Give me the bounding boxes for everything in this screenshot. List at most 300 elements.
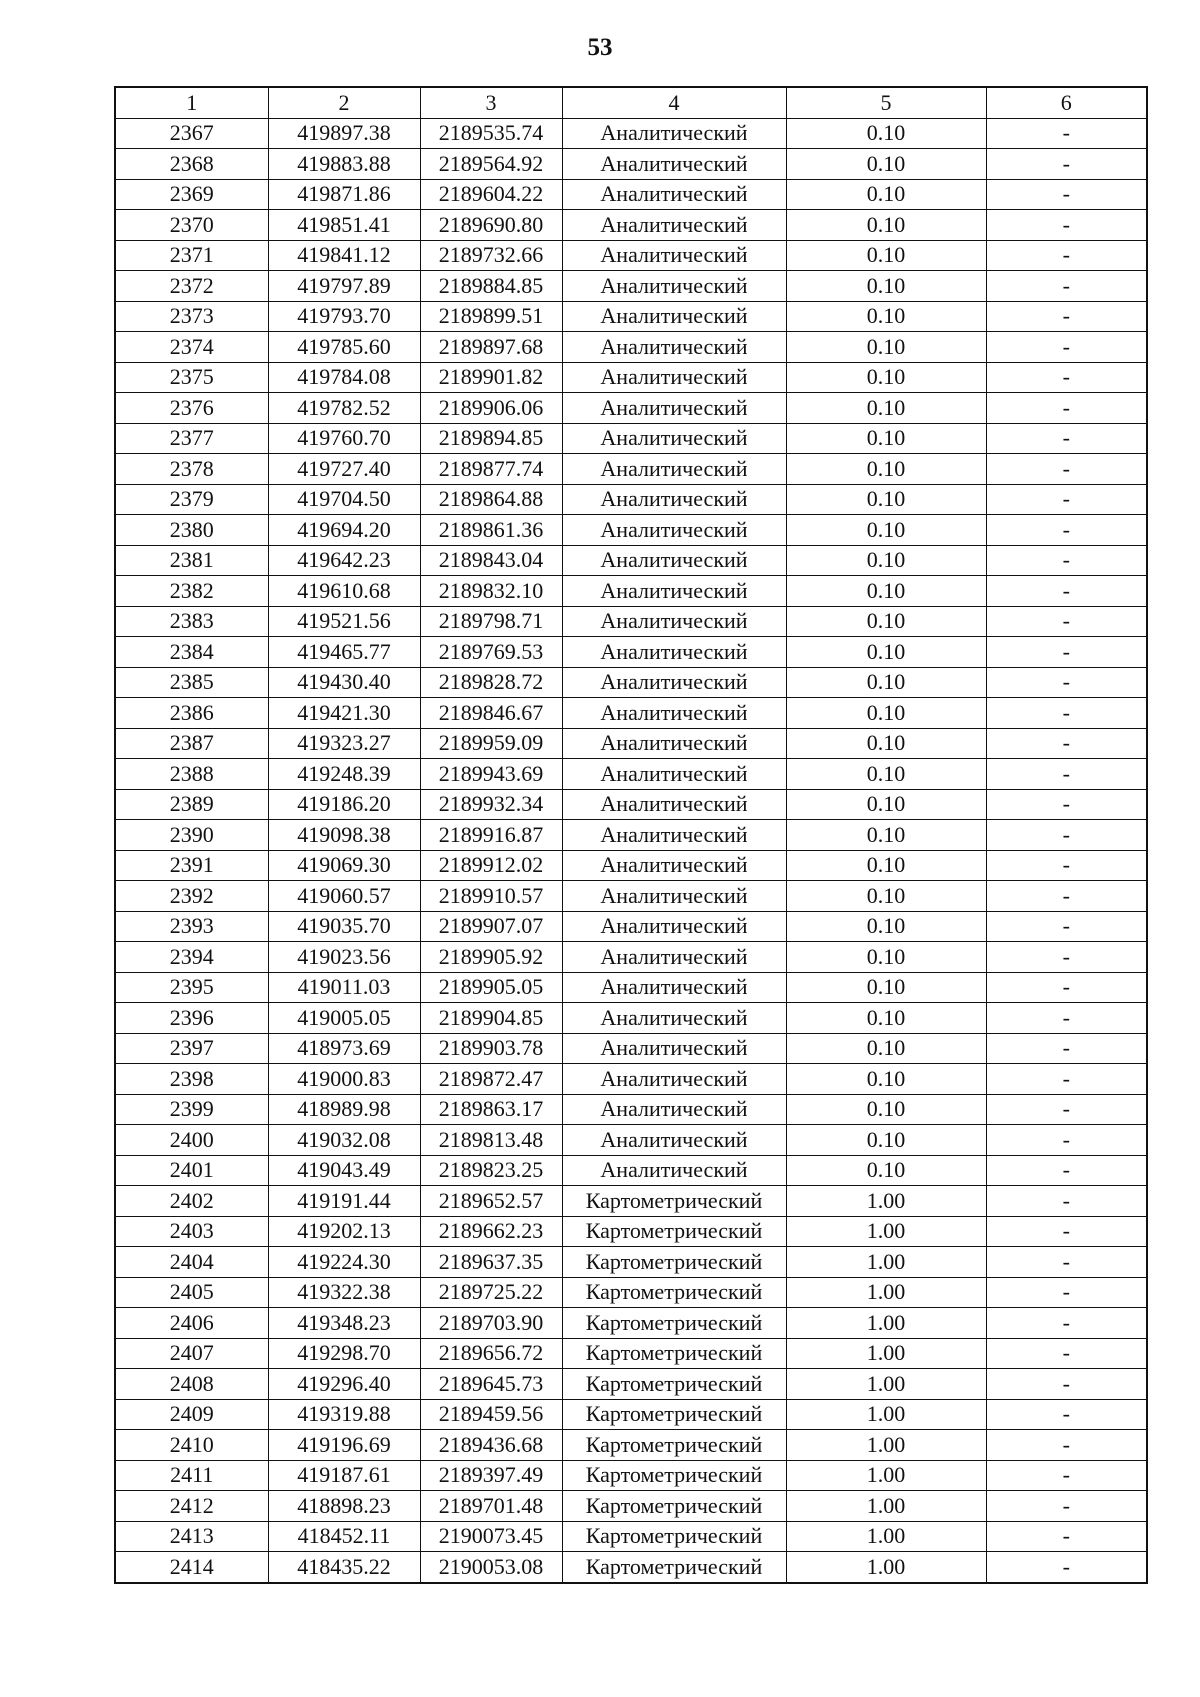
x-coordinate-cell: 419005.05 <box>268 1003 420 1034</box>
point-number-cell: 2406 <box>115 1308 268 1339</box>
note-cell: - <box>986 1552 1147 1583</box>
x-coordinate-cell: 419069.30 <box>268 850 420 881</box>
table-row <box>115 1277 1147 1308</box>
table-row <box>115 1247 1147 1278</box>
table-row <box>115 820 1147 851</box>
method-cell: Аналитический <box>562 850 786 881</box>
note-cell: - <box>986 1521 1147 1552</box>
column-header: 2 <box>268 87 420 118</box>
note-cell: - <box>986 1064 1147 1095</box>
note-cell: - <box>986 454 1147 485</box>
accuracy-cell: 0.10 <box>786 881 986 912</box>
table-row <box>115 667 1147 698</box>
table-row <box>115 149 1147 180</box>
point-number-cell: 2402 <box>115 1186 268 1217</box>
x-coordinate-cell: 419465.77 <box>268 637 420 668</box>
x-coordinate-cell: 419793.70 <box>268 301 420 332</box>
accuracy-cell: 0.10 <box>786 271 986 302</box>
x-coordinate-cell: 418973.69 <box>268 1033 420 1064</box>
method-cell: Аналитический <box>562 728 786 759</box>
y-coordinate-cell: 2189436.68 <box>420 1430 562 1461</box>
accuracy-cell: 0.10 <box>786 301 986 332</box>
point-number-cell: 2388 <box>115 759 268 790</box>
point-number-cell: 2391 <box>115 850 268 881</box>
accuracy-cell: 0.10 <box>786 1094 986 1125</box>
note-cell: - <box>986 1094 1147 1125</box>
x-coordinate-cell: 419784.08 <box>268 362 420 393</box>
y-coordinate-cell: 2189877.74 <box>420 454 562 485</box>
x-coordinate-cell: 419871.86 <box>268 179 420 210</box>
table-row <box>115 1460 1147 1491</box>
point-number-cell: 2414 <box>115 1552 268 1583</box>
x-coordinate-cell: 419797.89 <box>268 271 420 302</box>
accuracy-cell: 0.10 <box>786 332 986 363</box>
y-coordinate-cell: 2189932.34 <box>420 789 562 820</box>
x-coordinate-cell: 419035.70 <box>268 911 420 942</box>
method-cell: Аналитический <box>562 820 786 851</box>
table-row <box>115 1186 1147 1217</box>
y-coordinate-cell: 2190073.45 <box>420 1521 562 1552</box>
y-coordinate-cell: 2189903.78 <box>420 1033 562 1064</box>
table-row <box>115 606 1147 637</box>
method-cell: Аналитический <box>562 881 786 912</box>
x-coordinate-cell: 419060.57 <box>268 881 420 912</box>
point-number-cell: 2397 <box>115 1033 268 1064</box>
accuracy-cell: 1.00 <box>786 1277 986 1308</box>
point-number-cell: 2392 <box>115 881 268 912</box>
method-cell: Аналитический <box>562 606 786 637</box>
note-cell: - <box>986 362 1147 393</box>
y-coordinate-cell: 2189690.80 <box>420 210 562 241</box>
point-number-cell: 2381 <box>115 545 268 576</box>
note-cell: - <box>986 393 1147 424</box>
table-row <box>115 1216 1147 1247</box>
x-coordinate-cell: 419322.38 <box>268 1277 420 1308</box>
accuracy-cell: 0.10 <box>786 942 986 973</box>
point-number-cell: 2386 <box>115 698 268 729</box>
accuracy-cell: 0.10 <box>786 149 986 180</box>
x-coordinate-cell: 419323.27 <box>268 728 420 759</box>
y-coordinate-cell: 2189769.53 <box>420 637 562 668</box>
y-coordinate-cell: 2189459.56 <box>420 1399 562 1430</box>
y-coordinate-cell: 2189910.57 <box>420 881 562 912</box>
point-number-cell: 2374 <box>115 332 268 363</box>
point-number-cell: 2383 <box>115 606 268 637</box>
x-coordinate-cell: 419011.03 <box>268 972 420 1003</box>
x-coordinate-cell: 419521.56 <box>268 606 420 637</box>
x-coordinate-cell: 419296.40 <box>268 1369 420 1400</box>
table-row <box>115 911 1147 942</box>
point-number-cell: 2379 <box>115 484 268 515</box>
y-coordinate-cell: 2189959.09 <box>420 728 562 759</box>
x-coordinate-cell: 418989.98 <box>268 1094 420 1125</box>
accuracy-cell: 0.10 <box>786 484 986 515</box>
y-coordinate-cell: 2189907.07 <box>420 911 562 942</box>
table-row <box>115 515 1147 546</box>
table-row <box>115 1064 1147 1095</box>
method-cell: Картометрический <box>562 1552 786 1583</box>
accuracy-cell: 0.10 <box>786 728 986 759</box>
accuracy-cell: 0.10 <box>786 1033 986 1064</box>
x-coordinate-cell: 419319.88 <box>268 1399 420 1430</box>
point-number-cell: 2368 <box>115 149 268 180</box>
accuracy-cell: 1.00 <box>786 1430 986 1461</box>
note-cell: - <box>986 1003 1147 1034</box>
x-coordinate-cell: 419782.52 <box>268 393 420 424</box>
x-coordinate-cell: 418452.11 <box>268 1521 420 1552</box>
point-number-cell: 2403 <box>115 1216 268 1247</box>
y-coordinate-cell: 2189652.57 <box>420 1186 562 1217</box>
table-row <box>115 637 1147 668</box>
x-coordinate-cell: 419841.12 <box>268 240 420 271</box>
point-number-cell: 2410 <box>115 1430 268 1461</box>
table-row <box>115 1125 1147 1156</box>
note-cell: - <box>986 606 1147 637</box>
y-coordinate-cell: 2189798.71 <box>420 606 562 637</box>
x-coordinate-cell: 419897.38 <box>268 118 420 149</box>
point-number-cell: 2390 <box>115 820 268 851</box>
y-coordinate-cell: 2189535.74 <box>420 118 562 149</box>
note-cell: - <box>986 942 1147 973</box>
note-cell: - <box>986 118 1147 149</box>
accuracy-cell: 0.10 <box>786 667 986 698</box>
table-row <box>115 881 1147 912</box>
accuracy-cell: 1.00 <box>786 1308 986 1339</box>
table-row <box>115 240 1147 271</box>
method-cell: Аналитический <box>562 484 786 515</box>
point-number-cell: 2387 <box>115 728 268 759</box>
accuracy-cell: 1.00 <box>786 1216 986 1247</box>
point-number-cell: 2394 <box>115 942 268 973</box>
table-row <box>115 1155 1147 1186</box>
method-cell: Аналитический <box>562 423 786 454</box>
table-row <box>115 1338 1147 1369</box>
y-coordinate-cell: 2189943.69 <box>420 759 562 790</box>
note-cell: - <box>986 667 1147 698</box>
point-number-cell: 2401 <box>115 1155 268 1186</box>
method-cell: Картометрический <box>562 1430 786 1461</box>
note-cell: - <box>986 972 1147 1003</box>
x-coordinate-cell: 419202.13 <box>268 1216 420 1247</box>
accuracy-cell: 1.00 <box>786 1521 986 1552</box>
method-cell: Картометрический <box>562 1186 786 1217</box>
method-cell: Аналитический <box>562 332 786 363</box>
x-coordinate-cell: 419610.68 <box>268 576 420 607</box>
table-row <box>115 850 1147 881</box>
table-row <box>115 1521 1147 1552</box>
accuracy-cell: 0.10 <box>786 1155 986 1186</box>
note-cell: - <box>986 1308 1147 1339</box>
point-number-cell: 2370 <box>115 210 268 241</box>
y-coordinate-cell: 2189662.23 <box>420 1216 562 1247</box>
note-cell: - <box>986 881 1147 912</box>
accuracy-cell: 1.00 <box>786 1399 986 1430</box>
table-row <box>115 179 1147 210</box>
accuracy-cell: 1.00 <box>786 1460 986 1491</box>
method-cell: Аналитический <box>562 1094 786 1125</box>
accuracy-cell: 0.10 <box>786 454 986 485</box>
point-number-cell: 2369 <box>115 179 268 210</box>
accuracy-cell: 1.00 <box>786 1491 986 1522</box>
y-coordinate-cell: 2189656.72 <box>420 1338 562 1369</box>
point-number-cell: 2377 <box>115 423 268 454</box>
table-row <box>115 789 1147 820</box>
table-row <box>115 1094 1147 1125</box>
method-cell: Аналитический <box>562 271 786 302</box>
x-coordinate-cell: 419760.70 <box>268 423 420 454</box>
point-number-cell: 2398 <box>115 1064 268 1095</box>
method-cell: Аналитический <box>562 179 786 210</box>
y-coordinate-cell: 2189701.48 <box>420 1491 562 1522</box>
method-cell: Аналитический <box>562 362 786 393</box>
method-cell: Аналитический <box>562 118 786 149</box>
y-coordinate-cell: 2189916.87 <box>420 820 562 851</box>
accuracy-cell: 0.10 <box>786 362 986 393</box>
method-cell: Аналитический <box>562 698 786 729</box>
point-number-cell: 2411 <box>115 1460 268 1491</box>
y-coordinate-cell: 2190053.08 <box>420 1552 562 1583</box>
y-coordinate-cell: 2189397.49 <box>420 1460 562 1491</box>
point-number-cell: 2384 <box>115 637 268 668</box>
column-header: 5 <box>786 87 986 118</box>
x-coordinate-cell: 419883.88 <box>268 149 420 180</box>
accuracy-cell: 0.10 <box>786 576 986 607</box>
table-row <box>115 576 1147 607</box>
note-cell: - <box>986 1186 1147 1217</box>
method-cell: Аналитический <box>562 1003 786 1034</box>
y-coordinate-cell: 2189703.90 <box>420 1308 562 1339</box>
point-number-cell: 2412 <box>115 1491 268 1522</box>
method-cell: Аналитический <box>562 667 786 698</box>
x-coordinate-cell: 419785.60 <box>268 332 420 363</box>
table-row <box>115 759 1147 790</box>
method-cell: Картометрический <box>562 1308 786 1339</box>
note-cell: - <box>986 576 1147 607</box>
note-cell: - <box>986 271 1147 302</box>
table-row <box>115 1430 1147 1461</box>
point-number-cell: 2376 <box>115 393 268 424</box>
y-coordinate-cell: 2189872.47 <box>420 1064 562 1095</box>
y-coordinate-cell: 2189905.05 <box>420 972 562 1003</box>
method-cell: Аналитический <box>562 789 786 820</box>
y-coordinate-cell: 2189823.25 <box>420 1155 562 1186</box>
x-coordinate-cell: 419348.23 <box>268 1308 420 1339</box>
y-coordinate-cell: 2189863.17 <box>420 1094 562 1125</box>
accuracy-cell: 1.00 <box>786 1552 986 1583</box>
accuracy-cell: 0.10 <box>786 1003 986 1034</box>
method-cell: Аналитический <box>562 545 786 576</box>
y-coordinate-cell: 2189884.85 <box>420 271 562 302</box>
method-cell: Аналитический <box>562 942 786 973</box>
table-row <box>115 484 1147 515</box>
method-cell: Аналитический <box>562 240 786 271</box>
accuracy-cell: 0.10 <box>786 698 986 729</box>
y-coordinate-cell: 2189897.68 <box>420 332 562 363</box>
y-coordinate-cell: 2189846.67 <box>420 698 562 729</box>
table-row <box>115 972 1147 1003</box>
method-cell: Аналитический <box>562 911 786 942</box>
point-number-cell: 2375 <box>115 362 268 393</box>
method-cell: Аналитический <box>562 1033 786 1064</box>
note-cell: - <box>986 1399 1147 1430</box>
point-number-cell: 2367 <box>115 118 268 149</box>
point-number-cell: 2378 <box>115 454 268 485</box>
method-cell: Картометрический <box>562 1369 786 1400</box>
method-cell: Картометрический <box>562 1277 786 1308</box>
y-coordinate-cell: 2189843.04 <box>420 545 562 576</box>
x-coordinate-cell: 419186.20 <box>268 789 420 820</box>
point-number-cell: 2396 <box>115 1003 268 1034</box>
point-number-cell: 2389 <box>115 789 268 820</box>
x-coordinate-cell: 419694.20 <box>268 515 420 546</box>
note-cell: - <box>986 149 1147 180</box>
table-row <box>115 393 1147 424</box>
accuracy-cell: 0.10 <box>786 1064 986 1095</box>
note-cell: - <box>986 1491 1147 1522</box>
x-coordinate-cell: 419000.83 <box>268 1064 420 1095</box>
coordinates-table <box>114 86 1148 1584</box>
note-cell: - <box>986 301 1147 332</box>
x-coordinate-cell: 419224.30 <box>268 1247 420 1278</box>
point-number-cell: 2399 <box>115 1094 268 1125</box>
point-number-cell: 2395 <box>115 972 268 1003</box>
note-cell: - <box>986 1338 1147 1369</box>
table-row <box>115 301 1147 332</box>
note-cell: - <box>986 1277 1147 1308</box>
y-coordinate-cell: 2189899.51 <box>420 301 562 332</box>
point-number-cell: 2404 <box>115 1247 268 1278</box>
method-cell: Аналитический <box>562 515 786 546</box>
table-row <box>115 332 1147 363</box>
x-coordinate-cell: 419851.41 <box>268 210 420 241</box>
table-row <box>115 210 1147 241</box>
y-coordinate-cell: 2189813.48 <box>420 1125 562 1156</box>
note-cell: - <box>986 789 1147 820</box>
y-coordinate-cell: 2189725.22 <box>420 1277 562 1308</box>
note-cell: - <box>986 637 1147 668</box>
x-coordinate-cell: 419298.70 <box>268 1338 420 1369</box>
note-cell: - <box>986 1430 1147 1461</box>
accuracy-cell: 1.00 <box>786 1247 986 1278</box>
note-cell: - <box>986 1247 1147 1278</box>
note-cell: - <box>986 1369 1147 1400</box>
method-cell: Картометрический <box>562 1521 786 1552</box>
accuracy-cell: 0.10 <box>786 393 986 424</box>
point-number-cell: 2400 <box>115 1125 268 1156</box>
y-coordinate-cell: 2189906.06 <box>420 393 562 424</box>
x-coordinate-cell: 419043.49 <box>268 1155 420 1186</box>
method-cell: Картометрический <box>562 1338 786 1369</box>
method-cell: Аналитический <box>562 393 786 424</box>
accuracy-cell: 0.10 <box>786 759 986 790</box>
note-cell: - <box>986 423 1147 454</box>
column-header: 6 <box>986 87 1147 118</box>
method-cell: Картометрический <box>562 1460 786 1491</box>
table-row <box>115 545 1147 576</box>
method-cell: Аналитический <box>562 454 786 485</box>
x-coordinate-cell: 419032.08 <box>268 1125 420 1156</box>
column-header: 1 <box>115 87 268 118</box>
accuracy-cell: 1.00 <box>786 1369 986 1400</box>
note-cell: - <box>986 728 1147 759</box>
method-cell: Картометрический <box>562 1216 786 1247</box>
method-cell: Картометрический <box>562 1399 786 1430</box>
note-cell: - <box>986 1155 1147 1186</box>
accuracy-cell: 0.10 <box>786 911 986 942</box>
accuracy-cell: 0.10 <box>786 820 986 851</box>
note-cell: - <box>986 820 1147 851</box>
table-row <box>115 1552 1147 1583</box>
y-coordinate-cell: 2189894.85 <box>420 423 562 454</box>
y-coordinate-cell: 2189912.02 <box>420 850 562 881</box>
table-row <box>115 1369 1147 1400</box>
y-coordinate-cell: 2189864.88 <box>420 484 562 515</box>
x-coordinate-cell: 418898.23 <box>268 1491 420 1522</box>
accuracy-cell: 0.10 <box>786 972 986 1003</box>
x-coordinate-cell: 419430.40 <box>268 667 420 698</box>
table-row <box>115 1033 1147 1064</box>
table-header-row <box>115 87 1147 118</box>
y-coordinate-cell: 2189901.82 <box>420 362 562 393</box>
note-cell: - <box>986 545 1147 576</box>
accuracy-cell: 0.10 <box>786 423 986 454</box>
x-coordinate-cell: 419196.69 <box>268 1430 420 1461</box>
table-row <box>115 1491 1147 1522</box>
note-cell: - <box>986 484 1147 515</box>
x-coordinate-cell: 419023.56 <box>268 942 420 973</box>
y-coordinate-cell: 2189828.72 <box>420 667 562 698</box>
method-cell: Аналитический <box>562 1064 786 1095</box>
table-row <box>115 271 1147 302</box>
note-cell: - <box>986 1460 1147 1491</box>
note-cell: - <box>986 1216 1147 1247</box>
accuracy-cell: 0.10 <box>786 637 986 668</box>
x-coordinate-cell: 419642.23 <box>268 545 420 576</box>
accuracy-cell: 0.10 <box>786 240 986 271</box>
table-row <box>115 118 1147 149</box>
x-coordinate-cell: 419421.30 <box>268 698 420 729</box>
note-cell: - <box>986 759 1147 790</box>
method-cell: Аналитический <box>562 972 786 1003</box>
accuracy-cell: 1.00 <box>786 1186 986 1217</box>
method-cell: Картометрический <box>562 1247 786 1278</box>
point-number-cell: 2393 <box>115 911 268 942</box>
accuracy-cell: 0.10 <box>786 118 986 149</box>
table-row <box>115 698 1147 729</box>
y-coordinate-cell: 2189637.35 <box>420 1247 562 1278</box>
method-cell: Аналитический <box>562 149 786 180</box>
note-cell: - <box>986 1125 1147 1156</box>
note-cell: - <box>986 179 1147 210</box>
x-coordinate-cell: 419248.39 <box>268 759 420 790</box>
method-cell: Аналитический <box>562 759 786 790</box>
y-coordinate-cell: 2189564.92 <box>420 149 562 180</box>
point-number-cell: 2409 <box>115 1399 268 1430</box>
point-number-cell: 2371 <box>115 240 268 271</box>
method-cell: Аналитический <box>562 301 786 332</box>
method-cell: Аналитический <box>562 1155 786 1186</box>
method-cell: Аналитический <box>562 1125 786 1156</box>
table-body <box>115 118 1147 1583</box>
note-cell: - <box>986 850 1147 881</box>
table-row <box>115 1399 1147 1430</box>
point-number-cell: 2382 <box>115 576 268 607</box>
method-cell: Аналитический <box>562 637 786 668</box>
accuracy-cell: 0.10 <box>786 545 986 576</box>
point-number-cell: 2405 <box>115 1277 268 1308</box>
accuracy-cell: 0.10 <box>786 789 986 820</box>
page-number: 53 <box>587 34 613 61</box>
